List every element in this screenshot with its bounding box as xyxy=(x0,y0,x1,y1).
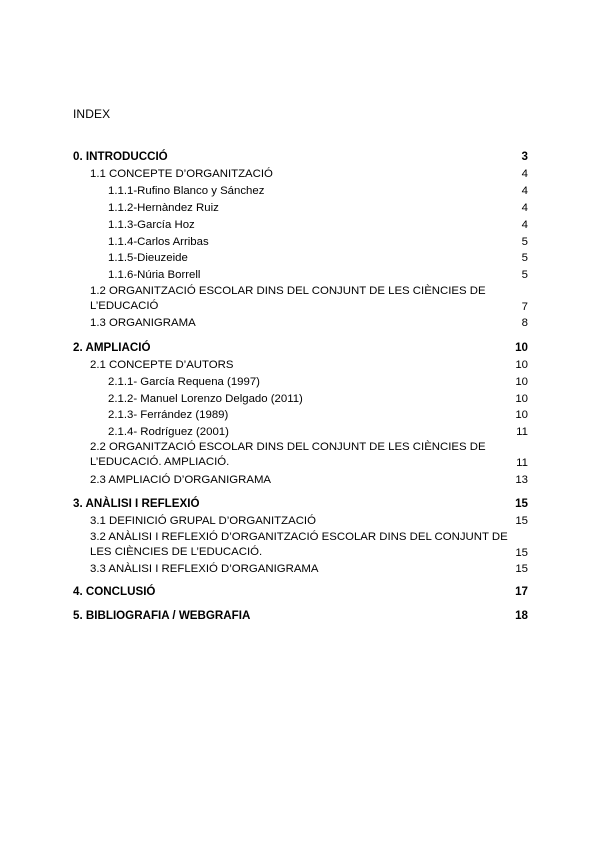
toc-entry-title: 3.1 DEFINICIÓ GRUPAL D’ORGANITZACIÓ xyxy=(90,515,316,527)
toc-entry-title: 2.1.4- Rodríguez (2001) xyxy=(108,426,229,438)
toc-entry-title: 2. AMPLIACIÓ xyxy=(73,341,151,354)
toc-entry-page: 5 xyxy=(521,236,528,248)
toc-entry-title: 5. BIBLIOGRAFIA / WEBGRAFIA xyxy=(73,609,251,622)
toc-entry-page: 5 xyxy=(521,252,528,264)
toc-entry-page: 15 xyxy=(515,563,528,575)
toc-entry-page: 10 xyxy=(515,359,528,371)
toc-entry-page: 3 xyxy=(521,150,528,163)
toc-entry-title: 2.2 ORGANITZACIÓ ESCOLAR DINS DEL CONJUNT DE LES CIÈNCIES DE L’EDUCACIÓ. AMPLIACIÓ. xyxy=(90,441,486,468)
toc-entry-title: 3. ANÀLISI I REFLEXIÓ xyxy=(73,497,200,510)
toc-entry-page: 4 xyxy=(521,219,528,231)
toc-entry-title: 4. CONCLUSIÓ xyxy=(73,585,156,598)
toc-entry-title: 1.1 CONCEPTE D’ORGANITZACIÓ xyxy=(90,168,273,180)
toc-entry-page: 5 xyxy=(521,269,528,281)
toc-entry-page: 11 xyxy=(516,426,528,438)
toc-entry-page: 7 xyxy=(521,301,528,313)
toc-entry-page: 4 xyxy=(521,168,528,180)
toc-entry-page: 4 xyxy=(521,185,528,197)
toc-entry-title: 2.1.2- Manuel Lorenzo Delgado (2011) xyxy=(108,393,303,405)
toc-entry-page: 4 xyxy=(521,202,528,214)
toc-entry-page: 8 xyxy=(521,317,528,329)
toc-entry-page: 10 xyxy=(515,393,528,405)
page-title: INDEX xyxy=(73,107,111,121)
toc-entry-title: 1.1.1-Rufino Blanco y Sánchez xyxy=(108,185,265,197)
toc-entry-page: 17 xyxy=(515,585,528,598)
toc-entry-title: 1.2 ORGANITZACIÓ ESCOLAR DINS DEL CONJUNT DE LES CIÈNCIES DE L’EDUCACIÓ xyxy=(90,285,486,312)
toc-entry-page: 10 xyxy=(515,376,528,388)
toc-entry-page: 15 xyxy=(515,547,528,559)
toc-entry-title: 0. INTRODUCCIÓ xyxy=(73,150,168,163)
toc-entry-page: 10 xyxy=(515,341,528,354)
toc-entry-title: 1.1.6-Núria Borrell xyxy=(108,269,201,281)
toc-entry-page: 18 xyxy=(515,609,528,622)
toc-entry-title: 1.1.2-Hernàndez Ruiz xyxy=(108,202,219,214)
toc-entry-page: 15 xyxy=(515,497,528,510)
toc-entry-page: 13 xyxy=(515,474,528,486)
toc-entry-title: 1.1.4-Carlos Arribas xyxy=(108,236,209,248)
toc-entry-title: 3.3 ANÀLISI I REFLEXIÓ D’ORGANIGRAMA xyxy=(90,563,319,575)
toc-entry-title: 2.1.1- García Requena (1997) xyxy=(108,376,260,388)
toc-entry-title: 2.1 CONCEPTE D’AUTORS xyxy=(90,359,234,371)
toc-entry-title: 1.1.5-Dieuzeide xyxy=(108,252,188,264)
toc-entry-title: 1.1.3-García Hoz xyxy=(108,219,195,231)
toc-entry-page: 10 xyxy=(515,409,528,421)
toc-entry-title: 2.1.3- Ferrández (1989) xyxy=(108,409,229,421)
toc-entry-title: 3.2 ANÀLISI I REFLEXIÓ D’ORGANITZACIÓ ESCOLAR DINS DEL CONJUNT DE LES CIÈNCIES DE L’EDUCACIÓ. xyxy=(90,531,508,558)
toc-entry-page: 15 xyxy=(515,515,528,527)
toc-entry-title: 2.3 AMPLIACIÓ D’ORGANIGRAMA xyxy=(90,474,272,486)
toc-entry-page: 11 xyxy=(516,457,528,469)
toc-entry-title: 1.3 ORGANIGRAMA xyxy=(90,317,196,329)
